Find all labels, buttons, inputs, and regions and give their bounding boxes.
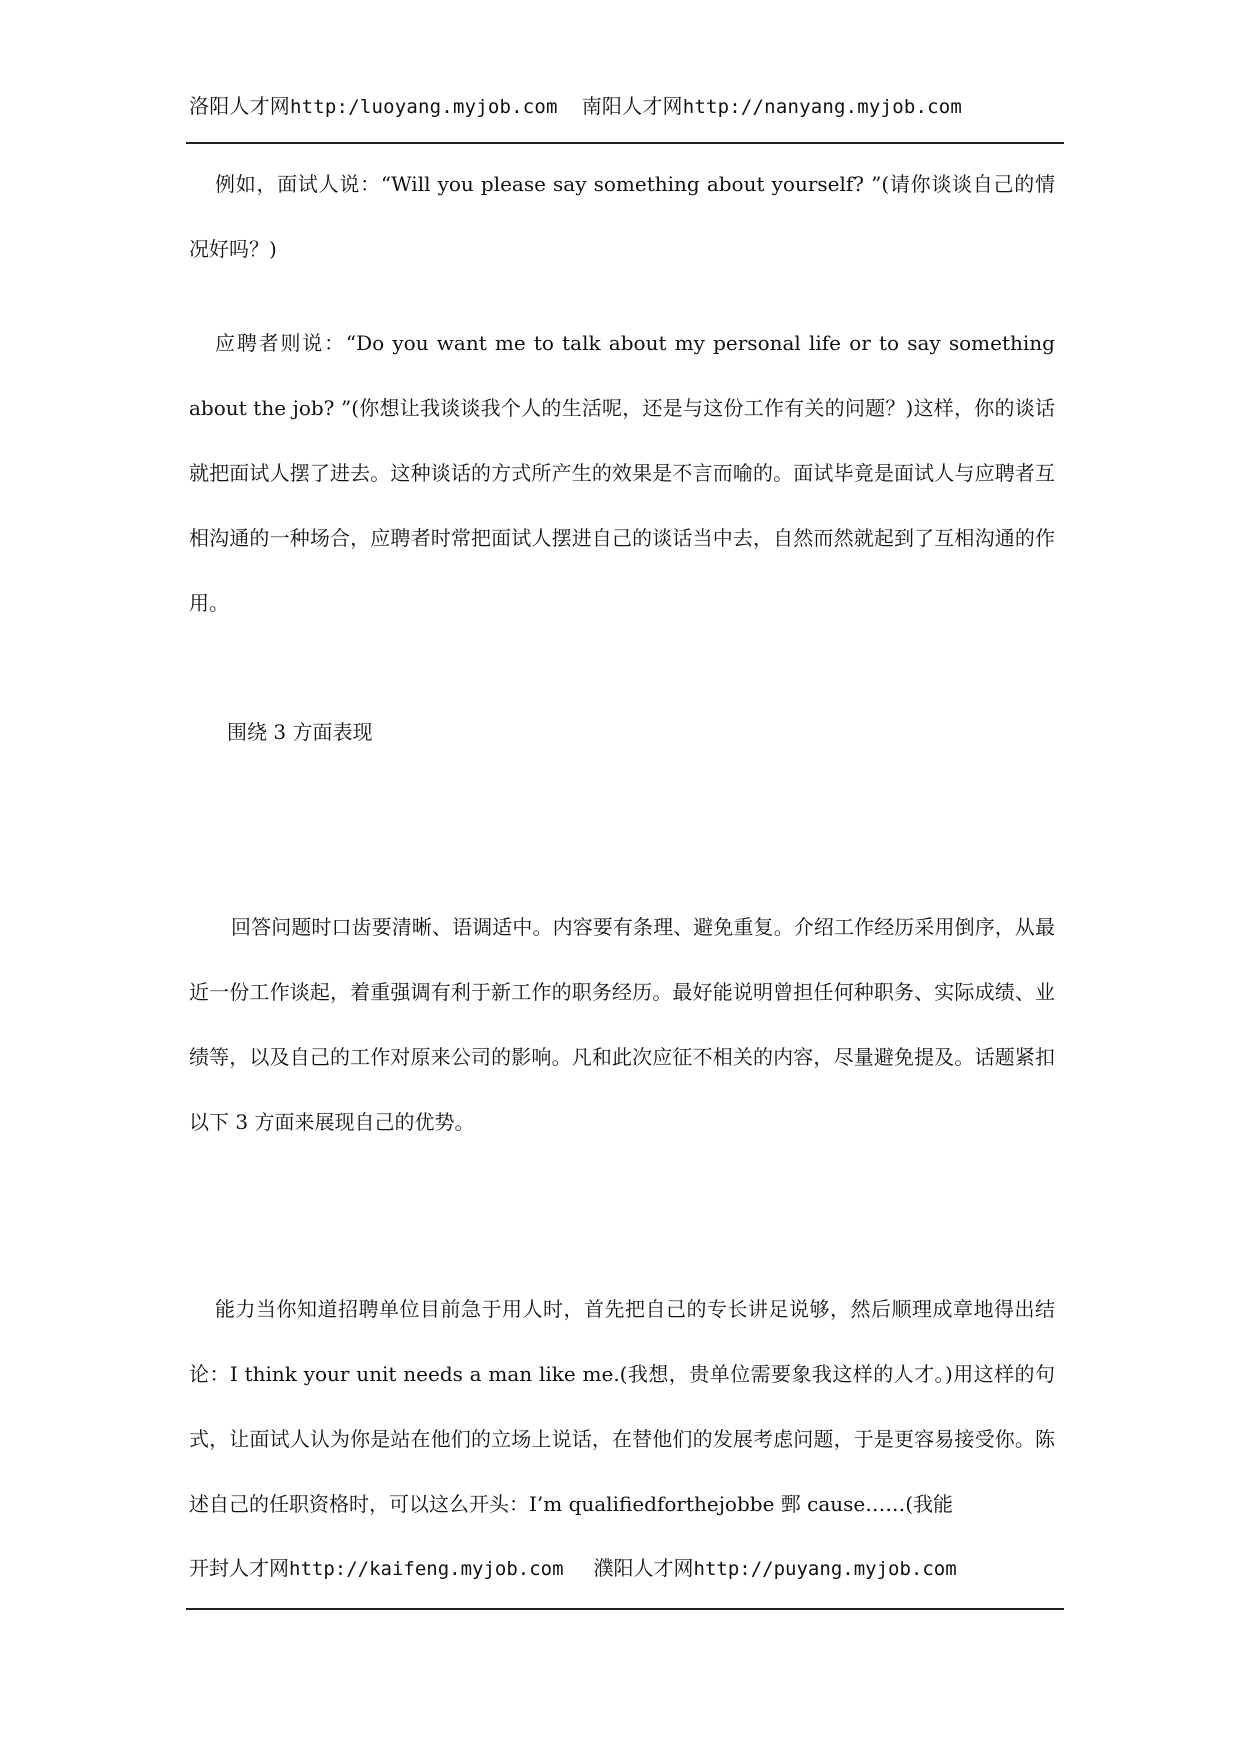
header-site2-name: 南阳人才网 [581,94,683,118]
header-divider [186,142,1064,144]
header-site2-url[interactable]: http://nanyang.myjob.com [682,96,963,118]
section-heading: 围绕 3 方面表现 [227,720,373,744]
header-site1-url[interactable]: http:/luoyang.myjob.com [290,96,558,118]
footer-site1-name: 开封人才网 [189,1556,289,1580]
page-footer [189,1552,957,1581]
paragraph-1: 例如，面试人说：“Will you please say something about yourself? ”(请你谈谈自己的情况好吗？) [189,172,1055,261]
footer-site2-url[interactable]: http://puyang.myjob.com [693,1558,957,1580]
header-site1-name: 洛阳人才网 [189,94,290,118]
paragraph-2: 应聘者则说：“Do you want me to talk about my personal life or to say something about the job? ”(你想让我谈谈我个人的生活呢，还是与这份工作有关的问题？)这样，你的谈话就把面试人摆了进去。这种谈话的方式所产生的效果是不言而喻的。面试毕竟是面试人与应聘者互相沟通的一种场合，应聘者时常把面试人摆进自己的谈话当中去，自然而然就起到了互相沟通的作用。 [189,331,1055,615]
footer-site2-name: 濮阳人才网 [593,1556,694,1580]
page-header [189,90,962,119]
footer-divider [186,1608,1064,1610]
paragraph-3: 回答问题时口齿要清晰、语调适中。内容要有条理、避免重复。介绍工作经历采用倒序，从最近一份工作谈起，着重强调有利于新工作的职务经历。最好能说明曾担任何种职务、实际成绩、业绩等，以及自己的工作对原来公司的影响。凡和此次应征不相关的内容，尽量避免提及。话题紧扣以下 3 方面来展现自己的优势。 [189,915,1055,1134]
footer-site1-url[interactable]: http://kaifeng.myjob.com [289,1558,564,1580]
paragraph-4: 能力当你知道招聘单位目前急于用人时，首先把自己的专长讲足说够，然后顺理成章地得出结论：I think your unit needs a man like me.(我想，贵单位需要象我这样的人才。)用这样的句式，让面试人认为你是站在他们的立场上说话，在替他们的发展考虑问题，于是更容易接受你。陈述自己的任职资格时，可以这么开头：I’m qualifiedforthejobbe 鄄 cause……(我能 [189,1297,1055,1516]
